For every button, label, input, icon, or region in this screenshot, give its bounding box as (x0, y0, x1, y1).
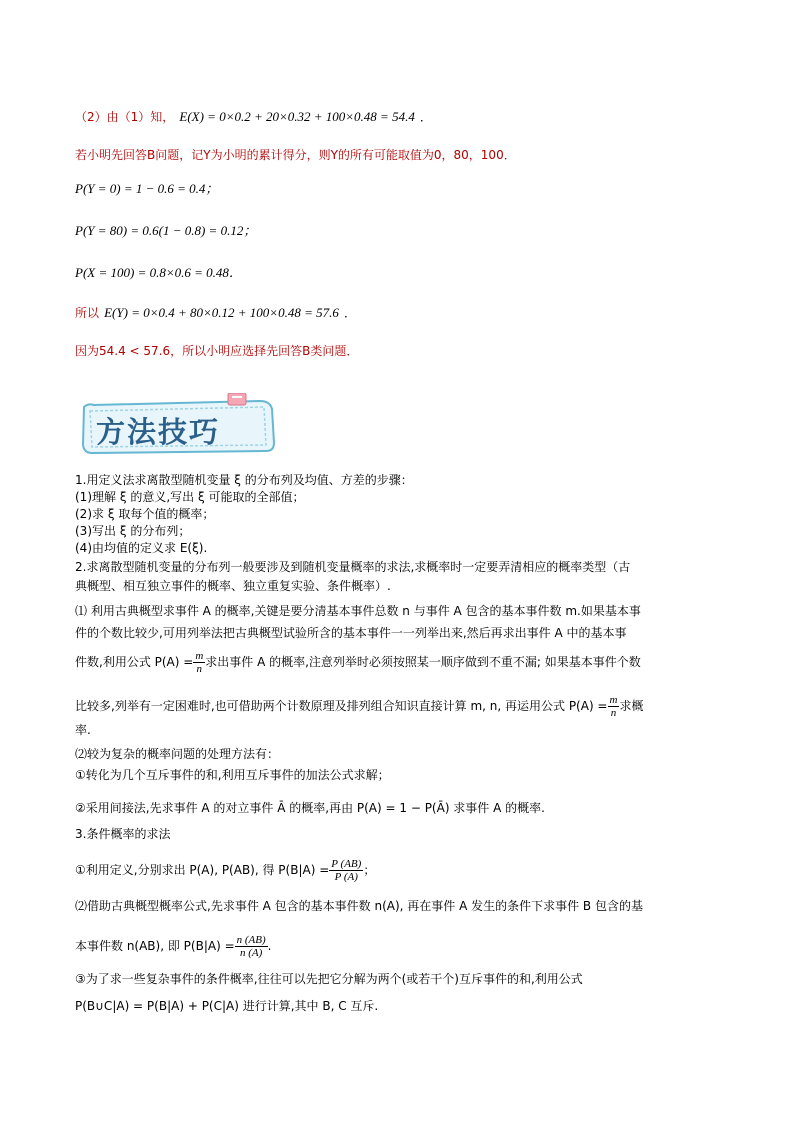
solution-line-7 (75, 340, 358, 361)
solution-line-6 (75, 302, 356, 323)
solution-line-2 (75, 144, 516, 165)
tip-3-line-1-a: ①利用定义,分别求出 P(A), P(AB), 得 P(B|A) = (75, 863, 330, 877)
tip-2-line-4: 件的个数比较少,可用列举法把古典概型试验所含的基本事件一一列举出来,然后再求出事件 A 中的基本事 (75, 626, 627, 640)
fraction-nab-over-na (235, 934, 268, 959)
expectation-y-formula: E(Y) = 0×0.4 + 80×0.12 + 100×0.48 = 57.6 (104, 305, 339, 320)
tip-2-line-6-b: 求概 (619, 699, 644, 713)
tip-1-step-2: (2)求 ξ 取每个值的概率； (75, 507, 215, 521)
solution-end-2: ． (343, 306, 356, 320)
solution-prefix: （2）由（1）知， (75, 110, 175, 124)
tip-3-line-1 (75, 858, 375, 883)
tip-1-step-1: (1)理解 ξ 的意义,写出 ξ 可能取的全部值； (75, 490, 305, 504)
tip-2-line-1: 2.求离散型随机变量的分布列一般要涉及到随机变量概率的求法,求概率时一定要弄清相应的概率类型（古 (75, 560, 631, 574)
tip-3-line-3 (75, 934, 271, 959)
fraction-numerator-4: n (AB) (236, 934, 266, 946)
fraction-denominator-2: n (610, 707, 617, 719)
tip-3-line-5: P(B∪C|A) = P(B|A) + P(C|A) 进行计算,其中 B, C 互斥. (75, 999, 379, 1013)
solution-end: ． (419, 110, 432, 124)
prob-y-80: P(Y = 80) = 0.6(1 − 0.8) = 0.12； (75, 223, 257, 238)
tip-2-line-10: ②采用间接法,先求事件 A 的对立事件 Ā 的概率,再由 P(A) = 1 − P(Ā) 求事件 A 的概率. (75, 801, 545, 815)
tip-3-title: 3.条件概率的求法 (75, 827, 171, 841)
solution-y-definition: 若小明先回答B问题，记Y为小明的累计得分，则Y的所有可能取值为0，80，100． (75, 148, 516, 162)
solution-line-3 (75, 178, 218, 199)
fraction-denominator: n (196, 663, 203, 675)
tip-2-line-8: ⑵较为复杂的概率问题的处理方法有： (75, 747, 280, 761)
tip-2-line-5-a: 件数,利用公式 P(A) = (75, 655, 194, 669)
fraction-denominator-4: n (A) (239, 947, 263, 959)
tip-2-line-2: 典概型、相互独立事件的概率、独立重复实验、条件概率）. (75, 579, 391, 593)
fraction-denominator-3: P (A) (334, 871, 358, 883)
fraction-numerator-2: m (609, 694, 618, 706)
tip-2-line-9: ①转化为几个互斥事件的和,利用互斥事件的加法公式求解； (75, 768, 390, 782)
tip-3-line-4: ③为了求一些复杂事件的条件概率,往往可以先把它分解为两个(或若干个)互斥事件的和,利用公式 (75, 972, 583, 986)
expectation-x-formula: E(X) = 0×0.2 + 20×0.32 + 100×0.48 = 54.4 (179, 109, 415, 124)
solution-so: 所以 (75, 306, 100, 320)
tip-3-line-3-b: . (267, 939, 272, 953)
solution-line-4 (75, 220, 256, 241)
clip-icon (228, 393, 246, 405)
prob-y-0: P(Y = 0) = 1 − 0.6 = 0.4； (75, 181, 219, 196)
tip-1-step-4: (4)由均值的定义求 E(ξ). (75, 541, 208, 555)
tip-2-line-6-a: 比较多,列举有一定困难时,也可借助两个计数原理及排列组合知识直接计算 m, n, 再运用公式 P(A) = (75, 699, 608, 713)
solution-conclusion: 因为54.4 < 57.6，所以小明应选择先回答B类问题． (75, 344, 359, 358)
prob-x-100: P(X = 100) = 0.8×0.6 = 0.48． (75, 265, 242, 280)
fraction-numerator-3: P (AB) (331, 858, 362, 870)
method-tips-badge (78, 393, 278, 458)
fraction-pab-over-pa (329, 858, 363, 883)
solution-line-5 (75, 262, 242, 283)
solution-line-1 (75, 106, 432, 127)
fraction-m-over-n-2 (608, 694, 620, 719)
fraction-m-over-n (193, 650, 205, 675)
tip-1-step-3: (3)写出 ξ 的分布列； (75, 524, 191, 538)
tip-2-line-5-b: 求出事件 A 的概率,注意列举时必须按照某一顺序做到不重不漏; 如果基本事件个数 (205, 655, 641, 669)
tip-2-line-7: 率. (75, 723, 91, 737)
tip-2-line-6 (75, 694, 643, 719)
badge-title: 方法技巧 (96, 415, 221, 449)
tip-3-line-2: ⑵借助古典概型概率公式,先求事件 A 包含的基本事件数 n(A), 再在事件 A 发生的条件下求事件 B 包含的基 (75, 899, 643, 913)
fraction-numerator: m (195, 650, 204, 662)
tip-2-line-3: ⑴ 利用古典概型求事件 A 的概率,关键是要分清基本事件总数 n 与事件 A 包含的基本事件数 m.如果基本事 (75, 604, 641, 618)
tip-1-title: 1.用定义法求离散型随机变量 ξ 的分布列及均值、方差的步骤： (75, 473, 413, 487)
tip-3-line-1-b: ； (363, 863, 376, 877)
tip-3-line-3-a: 本事件数 n(AB), 即 P(B|A) = (75, 939, 235, 953)
tip-2-line-5 (75, 650, 641, 675)
